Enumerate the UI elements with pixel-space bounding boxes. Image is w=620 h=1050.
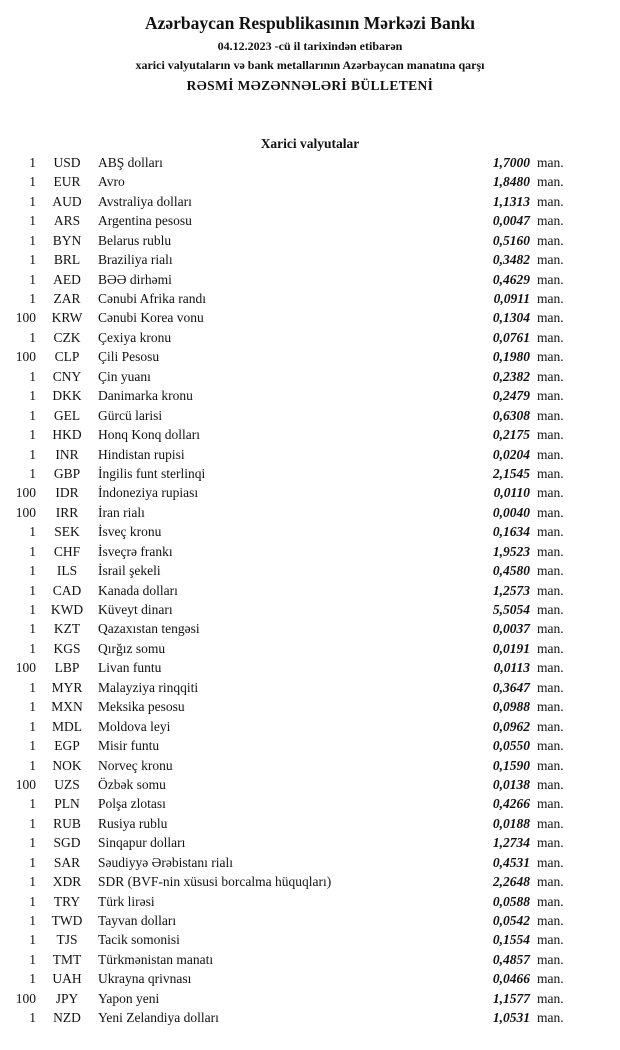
row-unit-label: man. [537,524,564,540]
table-row [6,485,575,504]
row-currency-code: RUB [53,815,81,831]
table-row [6,602,575,621]
table-row [6,213,575,232]
row-rate: 0,1304 [492,310,530,326]
row-unit-label: man. [537,582,564,598]
row-currency-code: ZAR [53,291,81,307]
row-unit-label: man. [537,1010,564,1026]
row-currency-name: Çili Pesosu [98,349,160,365]
row-currency-code: AUD [52,193,82,209]
table-row [6,1010,575,1029]
row-currency-name: Gürcü larisi [98,407,163,423]
row-currency-name: Rusiya rublu [98,815,168,831]
row-unit-label: man. [537,329,564,345]
row-quantity: 1 [29,893,36,909]
row-currency-name: Tayvan dolları [98,913,177,929]
row-unit-label: man. [537,465,564,481]
table-row [6,291,575,310]
row-currency-code: LBP [54,660,80,676]
row-unit-label: man. [537,757,564,773]
row-quantity: 1 [29,874,36,890]
row-quantity: 1 [29,738,36,754]
row-currency-name: Türkmənistan manatı [98,951,214,967]
row-rate: 0,0542 [492,913,530,929]
row-unit-label: man. [537,213,564,229]
row-currency-code: KRW [51,310,83,326]
row-currency-name: Çexiya kronu [98,329,172,345]
row-currency-name: İsveç kronu [98,524,162,540]
table-row [6,952,575,971]
row-currency-name: Qazaxıstan tengəsi [98,621,200,637]
row-rate: 0,0037 [492,621,530,637]
row-currency-name: Kanada dolları [98,582,178,598]
row-rate: 5,5054 [492,602,530,618]
table-row [6,524,575,543]
row-currency-name: Braziliya rialı [98,252,173,268]
row-quantity: 100 [15,776,36,792]
row-quantity: 1 [29,679,36,695]
table-row [6,855,575,874]
row-currency-name: Türk lirəsi [98,893,155,909]
row-unit-label: man. [537,543,564,559]
row-currency-name: Belarus rublu [98,232,172,248]
row-quantity: 1 [29,913,36,929]
row-unit-label: man. [537,990,564,1006]
row-rate: 0,1554 [492,932,530,948]
row-currency-code: UAH [52,971,82,987]
row-unit-label: man. [537,446,564,462]
table-row [6,660,575,679]
row-rate: 0,0188 [492,815,530,831]
row-currency-code: TRY [53,893,81,909]
row-currency-code: KWD [50,602,84,618]
table-row [6,894,575,913]
row-quantity: 1 [29,835,36,851]
row-rate: 0,2479 [492,388,530,404]
table-row [6,427,575,446]
row-currency-code: CZK [53,329,81,345]
row-currency-code: KZT [53,621,81,637]
row-currency-code: JPY [55,990,79,1006]
row-unit-label: man. [537,835,564,851]
table-row [6,349,575,368]
row-unit-label: man. [537,951,564,967]
row-unit-label: man. [537,427,564,443]
row-unit-label: man. [537,913,564,929]
row-rate: 0,0204 [492,446,530,462]
row-unit-label: man. [537,893,564,909]
row-quantity: 1 [29,543,36,559]
row-rate: 0,0191 [492,640,530,656]
row-currency-code: CHF [53,543,81,559]
row-currency-name: Yapon yeni [98,990,160,1006]
row-quantity: 1 [29,252,36,268]
row-rate: 0,0040 [492,504,530,520]
rates-table [0,155,620,1030]
row-unit-label: man. [537,252,564,268]
row-unit-label: man. [537,971,564,987]
row-unit-label: man. [537,504,564,520]
row-rate: 1,0531 [492,1010,530,1026]
row-unit-label: man. [537,854,564,870]
table-row [6,272,575,291]
row-quantity: 1 [29,932,36,948]
row-rate: 0,0466 [492,971,530,987]
table-row [6,699,575,718]
row-currency-code: NOK [52,757,82,773]
row-rate: 0,0962 [492,718,530,734]
row-quantity: 1 [29,213,36,229]
row-currency-name: Livan funtu [98,660,162,676]
row-currency-code: PLN [54,796,80,812]
row-currency-name: Honq Konq dolları [98,427,200,443]
row-quantity: 100 [15,504,36,520]
row-quantity: 1 [29,951,36,967]
row-currency-code: DKK [52,388,82,404]
row-quantity: 1 [29,232,36,248]
row-quantity: 1 [29,621,36,637]
row-currency-code: MXN [51,699,83,715]
row-rate: 0,5160 [492,232,530,248]
row-currency-code: IRR [55,504,79,520]
row-quantity: 1 [29,1010,36,1026]
row-currency-name: Avstraliya dolları [98,193,192,209]
table-row [6,971,575,990]
row-rate: 0,0988 [492,699,530,715]
row-currency-name: Sinqapur dolları [98,835,186,851]
row-unit-label: man. [537,640,564,656]
row-quantity: 1 [29,329,36,345]
row-currency-name: İsveçrə frankı [98,543,173,559]
table-row [6,874,575,893]
table-row [6,233,575,252]
table-row [6,194,575,213]
row-currency-code: MYR [51,679,83,695]
row-quantity: 1 [29,407,36,423]
row-rate: 0,0911 [493,291,530,307]
row-rate: 0,2175 [492,427,530,443]
row-unit-label: man. [537,407,564,423]
row-currency-name: ABŞ dolları [98,154,163,170]
table-row [6,369,575,388]
row-rate: 0,1590 [492,757,530,773]
row-currency-code: CLP [54,349,80,365]
row-currency-name: Cənubi Afrika randı [98,291,206,307]
row-rate: 0,0761 [492,329,530,345]
table-row [6,719,575,738]
bulletin-title: RƏSMİ MƏZƏNNƏLƏRİ BÜLLETENİ [186,77,434,93]
table-row [6,621,575,640]
row-rate: 0,4531 [492,854,530,870]
row-currency-code: KGS [53,640,81,656]
row-currency-code: AED [53,271,81,287]
row-currency-code: TJS [56,932,78,948]
row-currency-name: Qırğız somu [98,640,166,656]
row-currency-code: TWD [51,913,83,929]
row-currency-code: CNY [52,368,82,384]
row-currency-code: ILS [56,563,78,579]
row-rate: 1,9523 [492,543,530,559]
row-rate: 2,2648 [492,874,530,890]
row-rate: 0,0588 [492,893,530,909]
row-currency-name: Səudiyyə Ərəbistanı rialı [98,854,233,870]
row-currency-code: GBP [53,465,81,481]
row-quantity: 100 [15,660,36,676]
row-quantity: 1 [29,718,36,734]
row-quantity: 1 [29,465,36,481]
row-rate: 0,0047 [492,213,530,229]
table-row [6,738,575,757]
table-row [6,310,575,329]
row-rate: 0,3482 [492,252,530,268]
row-unit-label: man. [537,485,564,501]
row-quantity: 1 [29,640,36,656]
row-currency-code: BYN [52,232,82,248]
table-row [6,777,575,796]
section-title-foreign-currencies: Xarici valyutalar [260,135,360,151]
table-row [6,155,575,174]
row-quantity: 1 [29,699,36,715]
row-quantity: 100 [15,990,36,1006]
table-row [6,505,575,524]
row-unit-label: man. [537,815,564,831]
table-row [6,330,575,349]
table-row [6,174,575,193]
row-rate: 0,0110 [493,485,530,501]
row-currency-code: NZD [53,1010,81,1026]
row-rate: 0,1980 [492,349,530,365]
row-quantity: 1 [29,291,36,307]
row-quantity: 1 [29,524,36,540]
row-quantity: 1 [29,193,36,209]
row-quantity: 1 [29,582,36,598]
row-currency-code: GEL [53,407,81,423]
row-currency-code: UZS [54,776,80,792]
row-quantity: 1 [29,757,36,773]
table-row [6,816,575,835]
row-rate: 0,4629 [492,271,530,287]
row-quantity: 100 [15,349,36,365]
table-row [6,544,575,563]
row-currency-code: EGP [54,738,80,754]
row-unit-label: man. [537,699,564,715]
row-currency-code: SAR [53,854,81,870]
row-unit-label: man. [537,679,564,695]
row-unit-label: man. [537,154,564,170]
row-unit-label: man. [537,291,564,307]
table-row [6,563,575,582]
row-quantity: 1 [29,602,36,618]
row-currency-name: Moldova leyi [98,718,171,734]
row-rate: 1,1313 [492,193,530,209]
row-rate: 0,1634 [492,524,530,540]
row-rate: 2,1545 [492,465,530,481]
row-currency-name: Avro [98,174,125,190]
row-quantity: 1 [29,446,36,462]
row-quantity: 1 [29,563,36,579]
table-row [6,796,575,815]
row-currency-name: Ukrayna qrivnası [98,971,192,987]
row-unit-label: man. [537,796,564,812]
row-currency-code: SGD [53,835,81,851]
row-currency-code: ARS [53,213,81,229]
row-quantity: 1 [29,368,36,384]
page-title: Azərbaycan Respublikasının Mərkəzi Bankı [144,13,476,33]
table-row [6,758,575,777]
row-rate: 0,0138 [492,776,530,792]
table-row [6,252,575,271]
row-rate: 1,1577 [492,990,530,1006]
row-currency-name: Yeni Zelandiya dolları [98,1010,219,1026]
row-rate: 0,4580 [492,563,530,579]
row-rate: 0,4266 [492,796,530,812]
row-rate: 1,7000 [492,154,530,170]
row-unit-label: man. [537,563,564,579]
row-rate: 1,2734 [492,835,530,851]
table-row [6,913,575,932]
row-currency-name: İngilis funt sterlinqi [98,465,206,481]
row-unit-label: man. [537,621,564,637]
row-currency-name: SDR (BVF-nin xüsusi borcalma hüquqları) [98,874,332,890]
row-quantity: 1 [29,854,36,870]
row-currency-code: EUR [53,174,81,190]
row-unit-label: man. [537,776,564,792]
row-currency-name: Polşa zlotası [98,796,166,812]
row-currency-name: İsrail şekeli [98,563,161,579]
row-currency-name: Misir funtu [98,738,160,754]
table-row [6,680,575,699]
row-quantity: 1 [29,796,36,812]
row-unit-label: man. [537,349,564,365]
row-rate: 0,2382 [492,368,530,384]
row-rate: 0,0113 [493,660,530,676]
table-row [6,466,575,485]
row-unit-label: man. [537,271,564,287]
row-rate: 0,0550 [492,738,530,754]
table-row [6,835,575,854]
row-rate: 0,4857 [492,951,530,967]
row-quantity: 1 [29,427,36,443]
row-quantity: 1 [29,154,36,170]
row-rate: 0,3647 [492,679,530,695]
row-currency-code: IDR [55,485,79,501]
row-rate: 1,8480 [492,174,530,190]
row-currency-name: Küveyt dinarı [98,602,173,618]
row-unit-label: man. [537,602,564,618]
row-currency-name: Özbək somu [98,776,166,792]
row-currency-name: Danimarka kronu [98,388,193,404]
row-quantity: 1 [29,271,36,287]
row-currency-name: Çin yuanı [98,368,151,384]
row-currency-code: CAD [52,582,82,598]
row-unit-label: man. [537,932,564,948]
row-currency-code: INR [55,446,79,462]
row-currency-code: SEK [54,524,80,540]
row-unit-label: man. [537,310,564,326]
row-currency-name: Meksika pesosu [98,699,185,715]
row-currency-code: MDL [52,718,82,734]
row-quantity: 1 [29,174,36,190]
date-line: 04.12.2023 -cü il tarixindən etibarən [217,39,403,53]
row-unit-label: man. [537,660,564,676]
row-rate: 1,2573 [492,582,530,598]
table-row [6,991,575,1010]
row-unit-label: man. [537,368,564,384]
row-currency-name: İran rialı [98,504,145,520]
row-unit-label: man. [537,738,564,754]
table-row [6,641,575,660]
row-unit-label: man. [537,193,564,209]
row-quantity: 1 [29,971,36,987]
row-currency-name: Hindistan rupisi [98,446,185,462]
row-currency-name: Cənubi Korea vonu [98,310,204,326]
row-unit-label: man. [537,718,564,734]
row-unit-label: man. [537,874,564,890]
row-currency-name: Tacik somonisi [98,932,180,948]
table-row [6,583,575,602]
table-row [6,932,575,951]
row-currency-name: BƏƏ dirhəmi [98,271,172,287]
row-currency-name: Argentina pesosu [98,213,192,229]
row-rate: 0,6308 [492,407,530,423]
table-row [6,408,575,427]
row-quantity: 100 [15,485,36,501]
row-unit-label: man. [537,388,564,404]
row-currency-name: Malayziya rinqqiti [98,679,199,695]
row-currency-code: XDR [52,874,82,890]
row-currency-name: İndoneziya rupiası [98,485,199,501]
row-quantity: 100 [15,310,36,326]
row-quantity: 1 [29,388,36,404]
row-unit-label: man. [537,232,564,248]
table-row [6,388,575,407]
row-currency-code: TMT [52,951,82,967]
subject-line: xarici valyutaların və bank metallarının Azərbaycan manatına qarşı [135,58,485,73]
row-currency-code: HKD [52,427,82,443]
row-unit-label: man. [537,174,564,190]
row-quantity: 1 [29,815,36,831]
row-currency-code: USD [53,154,81,170]
table-row [6,447,575,466]
row-currency-code: BRL [53,252,81,268]
row-currency-name: Norveç kronu [98,757,173,773]
